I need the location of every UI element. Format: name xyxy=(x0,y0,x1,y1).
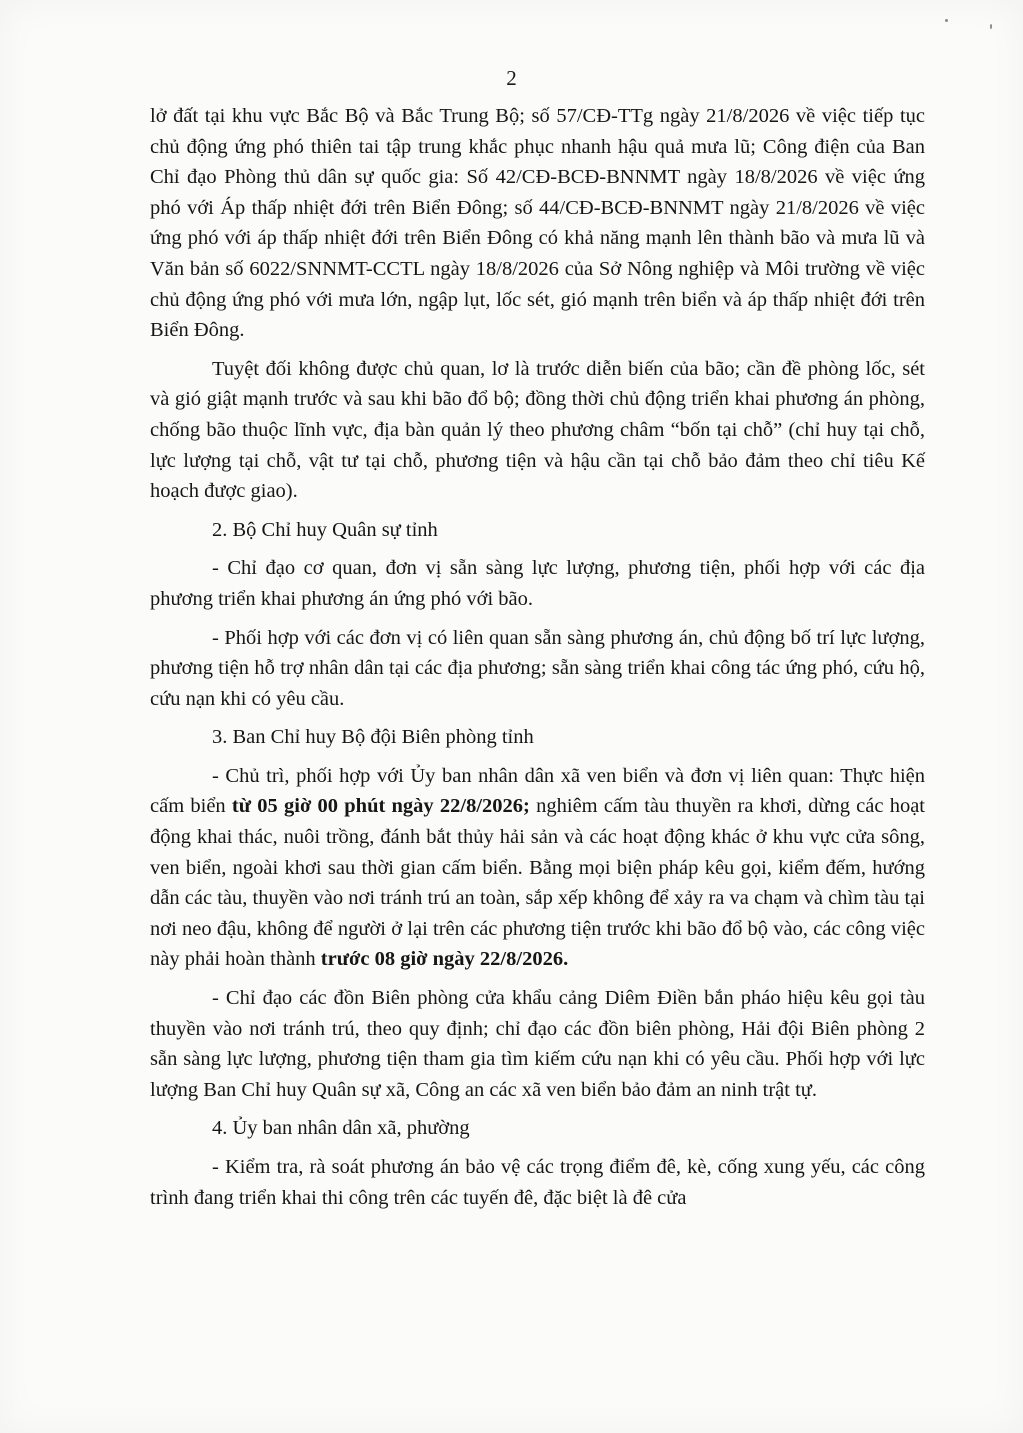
paragraph-p7 xyxy=(150,761,925,975)
paragraph-text: - Kiểm tra, rà soát phương án bảo vệ các trọng điểm đê, kè, cống xung yếu, các công trình đang triển khai thi công trên các tuyến đê, đặc biệt là đê cửa xyxy=(150,1156,925,1209)
paragraph-p2 xyxy=(150,354,925,507)
paragraph-p9 xyxy=(150,1113,925,1144)
paragraph-text: Tuyệt đối không được chủ quan, lơ là trước diễn biến của bão; cần đề phòng lốc, sét và gió giật mạnh trước và sau khi bão đổ bộ; đồng thời chủ động triển khai phương án phòng, chống bão thuộc lĩnh vực, địa bàn quản lý theo phương châm “bốn tại chỗ” (chỉ huy tại chỗ, lực lượng tại chỗ, vật tư tại chỗ, phương tiện và hậu cần tại chỗ bảo đảm theo chỉ tiêu Kế hoạch được giao). xyxy=(150,357,925,503)
paragraph-p6 xyxy=(150,722,925,753)
paragraph-text: - Chỉ đạo cơ quan, đơn vị sẵn sàng lực lượng, phương tiện, phối hợp với các địa phương triển khai phương án ứng phó với bão. xyxy=(150,557,925,610)
bold-text: từ 05 giờ 00 phút ngày 22/8/2026; xyxy=(231,795,530,818)
page-number: 2 xyxy=(506,66,517,90)
document-body xyxy=(150,101,925,1221)
paragraph-p4 xyxy=(150,553,925,614)
paragraph-text: - Phối hợp với các đơn vị có liên quan sẵn sàng phương án, chủ động bố trí lực lượng, phương tiện hỗ trợ nhân dân tại các địa phương; sẵn sàng triển khai công tác ứng phó, cứu hộ, cứu nạn khi có yêu cầu. xyxy=(150,626,925,710)
paragraph-text: - Chủ trì, phối hợp với Ủy ban nhân dân xã ven biển và đơn vị liên quan: Thực hiện cấm biển xyxy=(150,764,925,818)
paragraph-text: 2. Bộ Chỉ huy Quân sự tỉnh xyxy=(212,518,438,541)
paragraph-text: lở đất tại khu vực Bắc Bộ và Bắc Trung Bộ; số 57/CĐ-TTg ngày 21/8/2026 về việc tiếp tục chủ động ứng phó thiên tai tập trung khắc phục nhanh hậu quả mưa lũ; Công điện của Ban Chỉ đạo Phòng thủ dân sự quốc gia: Số 42/CĐ-BCĐ-BNNMT ngày 18/8/2026 về việc ứng phó với Áp thấp nhiệt đới trên Biển Đông; số 44/CĐ-BCĐ-BNNMT ngày 21/8/2026 về việc ứng phó với áp thấp nhiệt đới trên Biển Đông có khả năng mạnh lên thành bão và mưa lũ và Văn bản số 6022/SNNMT-CCTL ngày 18/8/2026 của Sở Nông nghiệp và Môi trường về việc chủ động ứng phó với mưa lớn, ngập lụt, lốc sét, gió mạnh trên biển và áp thấp nhiệt đới trên Biển Đông. xyxy=(150,105,925,342)
paragraph-text: 4. Ủy ban nhân dân xã, phường xyxy=(212,1117,470,1140)
paragraph-text: 3. Ban Chỉ huy Bộ đội Biên phòng tỉnh xyxy=(212,726,534,749)
scan-speck xyxy=(945,19,948,22)
bold-text: trước 08 giờ ngày 22/8/2026. xyxy=(320,948,569,971)
paragraph-text: - Chỉ đạo các đồn Biên phòng cửa khẩu cảng Diêm Điền bắn pháo hiệu kêu gọi tàu thuyền vào nơi tránh trú, theo quy định; chỉ đạo các đồn biên phòng, Hải đội Biên phòng 2 sẵn sàng lực lượng, phương tiện tham gia tìm kiếm cứu nạn khi có yêu cầu. Phối hợp với lực lượng Ban Chỉ huy Quân sự xã, Công an các xã ven biển bảo đảm an ninh trật tự. xyxy=(150,987,925,1101)
scan-speck xyxy=(990,24,992,29)
paragraph-p10 xyxy=(150,1152,925,1213)
paragraph-p5 xyxy=(150,623,925,715)
paragraph-p3 xyxy=(150,515,925,546)
paragraph-p1 xyxy=(150,101,925,346)
paragraph-p8 xyxy=(150,983,925,1105)
paragraph-text: nghiêm cấm tàu thuyền ra khơi, dừng các hoạt động khai thác, nuôi trồng, đánh bắt thủy hải sản và các hoạt động khác ở khu vực cửa sông, ven biển, ngoài khơi sau thời gian cấm biển. Bằng mọi biện pháp kêu gọi, kiểm đếm, hướng dẫn các tàu, thuyền vào nơi tránh trú an toàn, sắp xếp không để xảy ra va chạm và chìm tàu tại nơi neo đậu, không để người ở lại trên các phương tiện trước khi bão đổ bộ vào, các công việc này phải hoàn thành xyxy=(150,795,925,971)
